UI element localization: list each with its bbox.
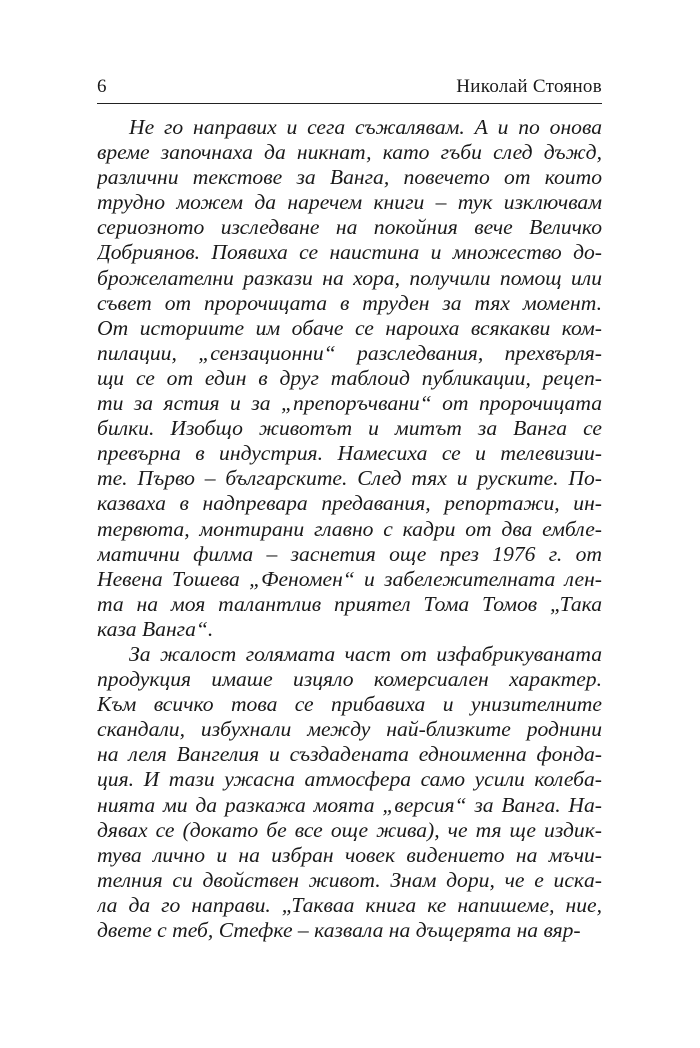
text-line: двете с теб, Стефке – казвала на дъщерята на вяр- xyxy=(97,918,581,942)
text-line: на леля Вангелия и създадената едноименна фонда- xyxy=(97,742,602,767)
text-line: каза Ванга“. xyxy=(97,616,214,641)
body-text xyxy=(97,115,602,943)
text-line: съвет от пророчицата в труден за тях момент. xyxy=(97,290,602,315)
text-line: матични филма – заснетия още през 1976 г. от xyxy=(97,541,602,566)
text-line: трудно можем да наречем книги – тук изключвам xyxy=(97,190,602,215)
text-line: ла да го направи. „Таквaa книга ке напишеме, ние, xyxy=(97,892,602,917)
text-line: сериозното изследване на покойния вече Величко xyxy=(97,215,602,240)
text-line: пилации, „сензационни“ разследвания, прехвърля- xyxy=(97,340,602,365)
text-line: тервюта, монтирани главно с кадри от два ембле- xyxy=(97,516,602,541)
text-line: От историите им обаче се нароиха всякакви ком- xyxy=(97,315,602,340)
text-line: брожелателни разкази на хора, получили помощ или xyxy=(97,265,602,290)
text-line: време започнаха да никнат, като гъби след дъжд, xyxy=(97,140,602,165)
text-line: билки. Изобщо животът и митът за Ванга се xyxy=(97,416,602,441)
text-line: различни текстове за Ванга, повечето от които xyxy=(97,165,602,190)
text-line: ти за ястия и за „препоръчвани“ от пророчицата xyxy=(97,391,602,416)
text-line: скандали, избухнали между най-близките роднини xyxy=(97,717,602,742)
text-line: казваха в надпревара предавания, репортажи, ин- xyxy=(97,491,602,516)
header-rule xyxy=(97,103,602,104)
text-line: Към всичко това се прибавиха и унизителните xyxy=(97,692,602,717)
text-line: Добриянов. Появиха се наистина и множество до- xyxy=(97,240,602,265)
text-line: превърна в индустрия. Намесиха се и телевизии- xyxy=(97,441,602,466)
text-line: ция. И тази ужасна атмосфера само усили колеба- xyxy=(97,767,602,792)
running-header xyxy=(97,68,602,98)
text-line: нията ми да разкажа моята „версия“ за Ванга. На- xyxy=(97,792,602,817)
text-line: Невена Тошева „Феномен“ и забележителната лен- xyxy=(97,566,602,591)
text-line: тува лично и на избран човек видението на мъчи- xyxy=(97,842,602,867)
text-line: Не го направих и сега съжалявам. А и по онова xyxy=(129,115,602,139)
text-line: та на моя талантлив приятел Тома Томов „Така xyxy=(97,591,602,616)
text-line: продукция имаше изцяло комерсиален характер. xyxy=(97,667,602,692)
text-line: щи се от един в друг таблоид публикации, рецеп- xyxy=(97,365,602,390)
text-line: те. Първо – българските. След тях и руските. По- xyxy=(97,466,602,491)
text-line: телния си двойствен живот. Знам дори, че е искa- xyxy=(97,867,602,892)
text-line: За жалост голямата част от изфабрикуваната xyxy=(129,641,602,666)
running-header-author: Николай Стоянов xyxy=(456,76,602,97)
text-line: дявах се (докато бе все още жива), че тя ще издик- xyxy=(97,817,602,842)
page-number: 6 xyxy=(97,76,107,97)
